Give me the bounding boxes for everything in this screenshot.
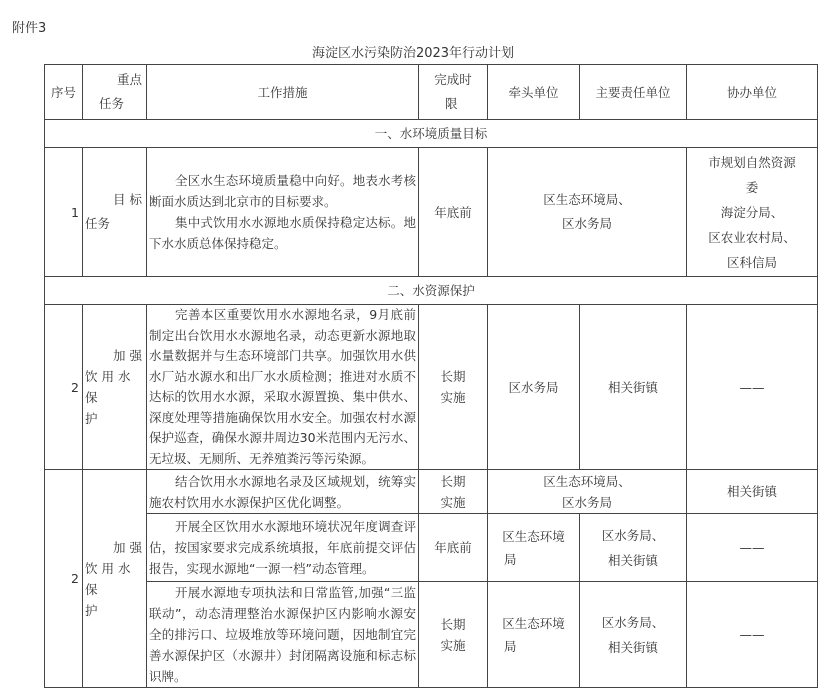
row1-measure-p1: 全区水生态环境质量稳中向好。地表水考核断面水质达到北京市的目标要求。 xyxy=(149,173,416,209)
header-lead-unit: 牵头单位 xyxy=(488,65,580,120)
row3b-lead-line1: 区生态环境 xyxy=(502,528,565,544)
row2-task-line1: 加 强 xyxy=(113,348,142,363)
row2-deadline xyxy=(419,305,488,470)
table-row xyxy=(45,305,818,470)
action-plan-table xyxy=(44,64,818,688)
section-heading-2: 二、水资源保护 xyxy=(45,277,818,305)
header-assist-unit: 协办单位 xyxy=(687,65,818,120)
row3c-assist: —— xyxy=(687,582,818,688)
row3c-measure-text: 开展水源地专项执法和日常监管,加强“三监联动”，动态清理整治水源保护区内影响水源安全的排污口、垃圾堆放等环境问题，因地制宜完善水源保护区（水源井）封闭隔离设施和标志标识牌。 xyxy=(149,585,416,684)
row2-task-line2: 饮 用 水 保 xyxy=(85,369,131,405)
header-focus xyxy=(83,65,147,120)
row3c-lead-line2: 局 xyxy=(504,638,517,654)
attachment-label: 附件3 xyxy=(12,21,47,36)
header-focus-line2: 任务 xyxy=(99,96,125,111)
row2-task-line3: 护 xyxy=(85,411,98,426)
row3a-deadline xyxy=(419,470,488,514)
row3a-measure xyxy=(147,470,419,514)
row3c-deadline-line2: 实施 xyxy=(440,637,466,653)
row3-task-line2: 饮 用 水 保 xyxy=(85,560,131,597)
row2-measure xyxy=(147,305,419,470)
row3c-main-line2: 相关街镇 xyxy=(607,639,658,655)
header-focus-line1: 重点 xyxy=(116,72,142,87)
row3a-lead-main-line1: 区生态环境局、 xyxy=(543,473,631,489)
table-row xyxy=(45,514,818,582)
row1-lead-main-line2: 区水务局 xyxy=(561,216,612,231)
row1-task-line2: 任务 xyxy=(85,216,111,231)
row3a-deadline-line2: 实施 xyxy=(440,494,466,510)
header-deadline xyxy=(419,65,488,120)
row3b-assist: —— xyxy=(687,514,818,582)
row3a-deadline-line1: 长期 xyxy=(440,473,466,489)
row3b-lead-line2: 局 xyxy=(504,551,517,567)
row3-task-line3: 护 xyxy=(85,602,98,618)
row3c-measure xyxy=(147,582,419,688)
row3c-main xyxy=(580,582,687,688)
row1-lead-main-line1: 区生态环境局、 xyxy=(543,192,631,207)
row3c-deadline-line1: 长期 xyxy=(440,616,466,632)
row1-assist-line5: 区科信局 xyxy=(726,254,777,270)
row1-seq: 1 xyxy=(45,148,83,277)
row2-task xyxy=(83,305,147,470)
row3c-lead-line1: 区生态环境 xyxy=(502,615,565,631)
header-deadline-line2: 限 xyxy=(445,96,458,111)
row1-deadline: 年底前 xyxy=(419,148,488,277)
row3b-deadline: 年底前 xyxy=(419,514,488,582)
section-row xyxy=(45,277,818,305)
row3b-main-line2: 相关街镇 xyxy=(607,552,658,568)
row1-task xyxy=(83,148,147,277)
row2-deadline-line1: 长期 xyxy=(440,369,466,384)
section-heading-1: 一、水环境质量目标 xyxy=(45,120,818,148)
row3c-lead xyxy=(488,582,580,688)
row3a-assist: 相关街镇 xyxy=(687,470,818,514)
row3b-measure xyxy=(147,514,419,582)
row1-lead-main xyxy=(488,148,687,277)
row3a-lead-main-line2: 区水务局 xyxy=(561,494,612,510)
row3-task-line1: 加 强 xyxy=(113,539,142,555)
row2-lead: 区水务局 xyxy=(488,305,580,470)
row3a-measure-text: 结合饮用水水源地名录及区域规划，统筹实施农村饮用水水源保护区优化调整。 xyxy=(149,473,416,510)
row2-deadline-line2: 实施 xyxy=(440,390,466,405)
table-row xyxy=(45,582,818,688)
header-seq: 序号 xyxy=(45,65,83,120)
document-title: 海淀区水污染防治2023年行动计划 xyxy=(311,46,515,61)
row3-task xyxy=(83,470,147,688)
row1-assist-line4: 区农业农村局、 xyxy=(708,229,796,245)
row1-measure xyxy=(147,148,419,277)
row3b-measure-text: 开展全区饮用水水源地环境状况年度调查评估，按国家要求完成系统填报，年底前提交评估报告，实现水源地“一源一档”动态管理。 xyxy=(149,519,416,576)
table-row xyxy=(45,148,818,277)
row3b-main-line1: 区水务局、 xyxy=(601,527,665,543)
row1-assist-line3: 海淀分局、 xyxy=(720,204,784,220)
row1-assist xyxy=(687,148,818,277)
row1-assist-line1: 市规划自然资源 xyxy=(708,154,796,170)
row3-seq: 2 xyxy=(45,470,83,688)
header-deadline-line1: 完成时 xyxy=(434,72,472,87)
row2-assist: —— xyxy=(687,305,818,470)
header-row xyxy=(45,65,818,120)
section-row xyxy=(45,120,818,148)
row1-task-line1: 目 标 xyxy=(113,192,142,207)
row3b-lead xyxy=(488,514,580,582)
row1-measure-p2: 集中式饮用水水源地水质保持稳定达标。地下水水质总体保持稳定。 xyxy=(149,215,416,251)
row3a-lead-main xyxy=(488,470,687,514)
row3b-main xyxy=(580,514,687,582)
header-measures: 工作措施 xyxy=(147,65,419,120)
row3c-deadline xyxy=(419,582,488,688)
row2-seq: 2 xyxy=(45,305,83,470)
row2-measure-text: 完善本区重要饮用水水源地名录，9月底前制定出台饮用水水源地名录，动态更新水源地取水量数据并与生态环境部门共享。加强饮用水供水厂站水源水和出厂水水质检测；推进对水质不达标的饮用水水源，采取水源置换、集中供水、深度处理等措施确保饮用水安全。加强农村水源保护巡查，确保水源井周边30米范围内无污水、无垃圾、无厕所、无养殖粪污等污染源。 xyxy=(149,307,416,466)
table-row xyxy=(45,470,818,514)
row1-assist-line2: 委 xyxy=(745,179,759,195)
row2-main: 相关街镇 xyxy=(580,305,687,470)
row3c-main-line1: 区水务局、 xyxy=(601,614,665,630)
header-main-unit: 主要责任单位 xyxy=(580,65,687,120)
